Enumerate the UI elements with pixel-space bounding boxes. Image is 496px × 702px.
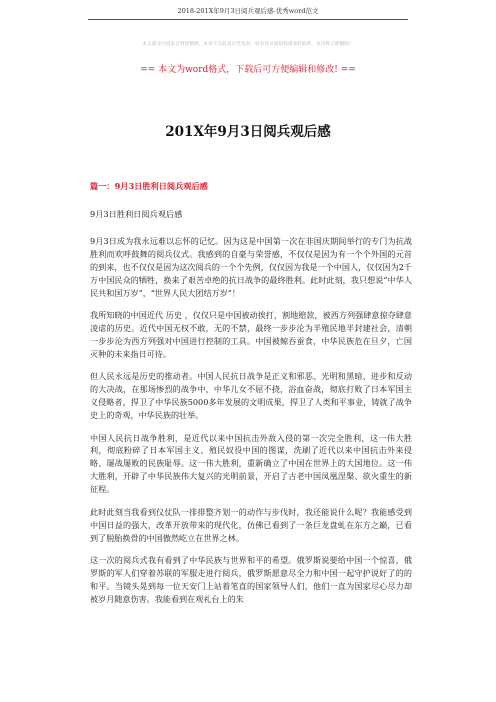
format-notice: == 本文为word格式，下载后可方便编辑和修改! == bbox=[140, 65, 356, 75]
paragraph-4: 中国人民抗日战争胜利，是近代以来中国抗击外敌入侵的第一次完全胜利，这一伟大胜利，彻底粉碎了日本军国主义、殖民奴役中国的图谋，洗刷了近代以来中国抗击外来侵略、屡战屡败的民族耻辱。这一伟大胜利，重新确立了中国在世界上的大国地位。这一伟大胜利，开辟了中华民族伟大复兴的光明前景，开启了古老中国凤凰涅槃、欲火重生的新征程。 bbox=[90, 432, 412, 495]
document-title: 201X年9月3日阅兵观后感 bbox=[165, 124, 331, 140]
section-subtitle: 9月3日胜利日阅兵观后感 bbox=[90, 209, 183, 219]
body-text bbox=[90, 235, 412, 615]
paragraph-2: 我所知晓的中国近代 历史 ，仅仅只是中国被动挨打，割地赔款，被西方列强肆意掠夺肆意凌虐的历史。近代中国无权不敢，无的不禁，最终一步步沦为半殖民地半封建社会，清朝一步步沦为西方列强对中国进行控制的工具。中国被鲸吞蚕食，中华民族危在旦夕，亡国灭种的未来指日可待。 bbox=[90, 310, 412, 359]
disclaimer-text: 本文部分内容来自网络整理，本司不为其真实性负责，如有异议或侵权请及时联系，本司将立即删除！ bbox=[142, 42, 354, 47]
paragraph-6: 这一次的阅兵式我有看到了中华民族与世界和平的希望。俄罗斯说要给中国一个惊喜，俄罗斯的军人们穿着苏联的军服走进行阅兵，俄罗斯愿意尽全力和中国一起守护说好了的的和平。当镜头晃到每一位天安门上站着笔直的国家领导人们，他们一直为国家尽心尽力却被岁月随意伤害。我能看到在观礼台上的朱 bbox=[90, 555, 412, 604]
running-header: 2018-201X年9月3日阅兵观后感-优秀word范文 bbox=[177, 7, 319, 15]
section-heading: 篇一：9月3日胜利日阅兵观后感 bbox=[90, 181, 208, 191]
paragraph-1: 9月3日成为我永远难以忘怀的记忆。因为这是中国第一次在非国庆期间举行的专门为抗战胜利而欢呼鼓舞的阅兵仪式。我感到的自豪与荣誉感，不仅仅是因为有一个个外国的元首的到来，也不仅仅是因为这次阅兵的一个个先例，仅仅因为我是一个中国人，仅仅因为2千万中国民众的牺牲，换来了艰苦卓绝的抗日战争的最终胜利。此时此刻，我只想说“中华人民共和国万岁”，“世界人民大团结万岁”！ bbox=[90, 236, 412, 298]
paragraph-3: 但人民永远是历史的推动者。中国人民抗日战争是正义和邪恶、光明和黑暗、进步和反动的大决战，在那场惨烈的战争中，中华儿女不屈不挠，浴血奋战，彻底打败了日本军国主义侵略者，捍卫了中华民族5000多年发展的文明成果，捍卫了人类和平事业，铸就了战争史上的奇观，中华民族的壮举。 bbox=[90, 371, 412, 421]
header-rule bbox=[88, 19, 408, 20]
paragraph-5: 此时此刻当我看到仪仗队一排排整齐划一的动作与步伐时，我还能说什么呢？我能感受到中国日益的强大，改革开放带来的现代化，仿佛已看到了一条巨龙盘虬在东方之巅，已看到了脱胎换骨的中国傲然屹立在世界之林。 bbox=[90, 506, 412, 543]
